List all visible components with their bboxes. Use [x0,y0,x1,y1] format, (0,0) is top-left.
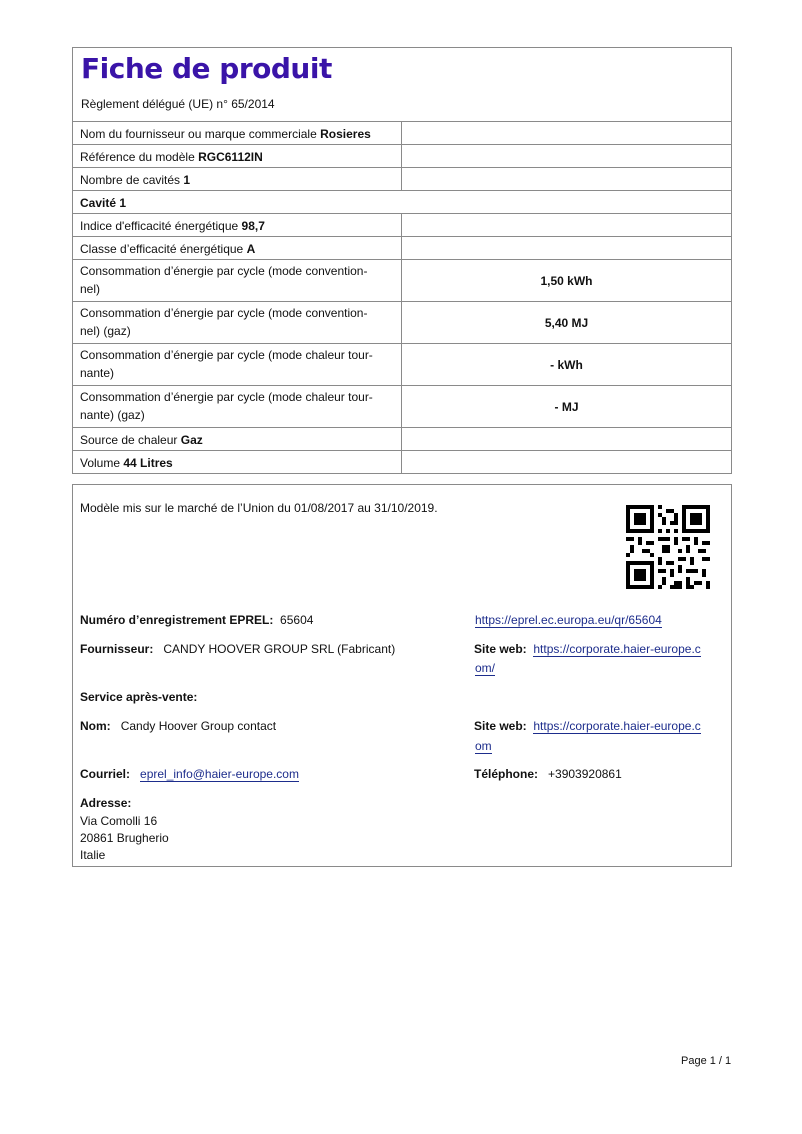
address-line1: Via Comolli 16 [80,814,158,828]
phone-label: Téléphone: [474,767,539,781]
product-sheet-table [72,47,732,474]
row-label: Nombre de cavités [80,173,181,187]
row-label: Référence du modèle [80,150,195,164]
eprel-number: 65604 [280,613,314,627]
row-label: Nom du fournisseur ou marque commerciale [80,127,317,141]
row-label: Classe d’efficacité énergétique [80,242,244,256]
row-label-line1: Consommation d’énergie par cycle (mode chaleur tour- [80,348,373,362]
row-value: - kWh [550,357,583,372]
table-row-consumption-conventional-gas [73,302,731,344]
market-period-text: Modèle mis sur le marché de l’Union du 01/08/2017 au 31/10/2019. [80,501,438,515]
row-label-line2: nel) [80,282,101,296]
phone-info [474,765,622,783]
row-value: 44 Litres [123,456,173,470]
row-value: 98,7 [241,219,265,233]
table-row-heat-source [73,428,731,451]
eprel-registration [80,611,313,629]
row-label-line2: nante) [80,366,115,380]
row-label-line1: Consommation d’énergie par cycle (mode convention- [80,306,368,320]
email-label: Courriel: [80,767,131,781]
supplier-label: Fournisseur: [80,642,154,656]
row-value: 5,40 MJ [544,315,589,330]
table-row-volume [73,451,731,474]
website-label: Site web: [474,642,527,656]
name-label: Nom: [80,719,111,733]
row-label-line2: nel) (gaz) [80,324,131,338]
table-row-consumption-fan [73,344,731,386]
table-row-cavities [73,168,731,191]
row-label: Source de chaleur [80,433,178,447]
service-heading: Service après-vente: [80,690,198,704]
row-value: RGC6112IN [198,150,263,164]
row-value: 1 [183,173,191,187]
address-label: Adresse: [80,796,132,810]
eprel-url-link[interactable]: https://eprel.ec.europa.eu/qr/65604 [475,613,662,627]
address-line3: Italie [80,848,106,862]
name-value: Candy Hoover Group contact [120,719,277,733]
supplier-info [80,640,395,658]
row-label-line2: nante) (gaz) [80,408,145,422]
service-name [80,717,276,735]
table-row-efficiency-index [73,214,731,237]
row-value: A [246,242,256,256]
section-heading: Cavité 1 [80,196,127,210]
row-value: Gaz [180,433,203,447]
row-label-line1: Consommation d’énergie par cycle (mode convention- [80,264,368,278]
table-row-efficiency-class [73,237,731,260]
row-label-line1: Consommation d’énergie par cycle (mode chaleur tour- [80,390,373,404]
address-line2: 20861 Brugherio [80,831,169,845]
row-value: Rosieres [320,127,371,141]
table-row-model [73,145,731,168]
service-website-link-line1[interactable]: https://corporate.haier-europe.c [533,719,701,733]
email-link[interactable]: eprel_info@haier-europe.com [140,767,299,781]
row-value: - MJ [554,399,579,414]
regulation-reference: Règlement délégué (UE) n° 65/2014 [81,97,275,111]
website-link-line1[interactable]: https://corporate.haier-europe.c [533,642,701,656]
eprel-label: Numéro d’enregistrement EPREL: [80,613,274,627]
table-row-consumption-conventional [73,260,731,302]
email-info [80,765,299,783]
row-label: Indice d'efficacité énergétique [80,219,239,233]
table-row-consumption-fan-gas [73,386,731,428]
service-website-label: Site web: [474,719,527,733]
website-link-line2[interactable]: om/ [475,661,496,675]
service-website-link-line2[interactable]: om [475,739,492,753]
eprel-info-box [72,484,732,867]
row-label: Volume [80,456,121,470]
supplier-value: CANDY HOOVER GROUP SRL (Fabricant) [163,642,396,656]
sheet-header [73,48,731,122]
qr-code[interactable] [626,505,710,589]
row-value: 1,50 kWh [540,273,593,288]
phone-value: +3903920861 [548,767,622,781]
table-row-supplier [73,122,731,145]
page-number: Page 1 / 1 [681,1055,732,1067]
table-row-cavity-heading [73,191,731,214]
page-title: Fiche de produit [81,52,332,85]
